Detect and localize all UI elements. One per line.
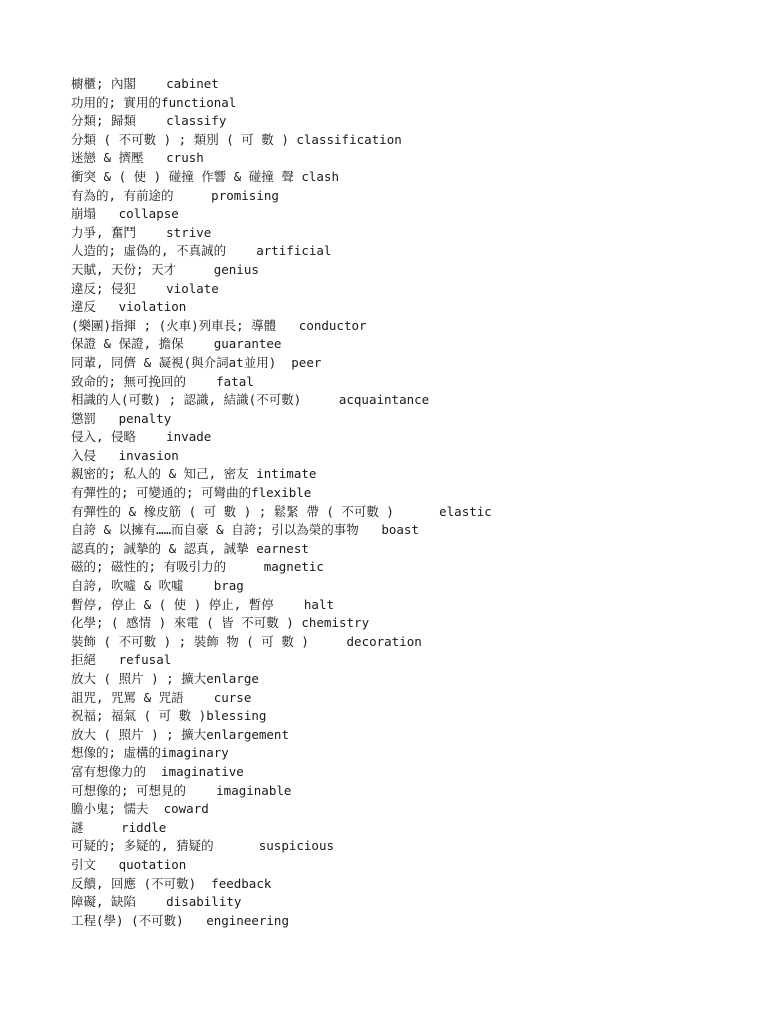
- vocab-entry: 櫥櫃; 內閣 cabinet: [71, 76, 219, 91]
- vocab-entry: 膽小鬼; 懦夫 coward: [71, 801, 209, 817]
- vocab-entry: 引文 quotation: [71, 856, 187, 872]
- vocab-entry: 想像的; 虛構的imaginary: [71, 745, 229, 761]
- vocab-entry: 入侵 invasion: [71, 447, 179, 463]
- vocab-entry: 認真的; 誠摯的 & 認真, 誠摯 earnest: [71, 540, 309, 556]
- vocab-entry: 拒絕 refusal: [71, 652, 172, 668]
- vocab-entry: (樂團)指揮 ; (火車)列車長; 導體 conductor: [71, 317, 367, 333]
- vocab-entry: 有彈性的 & 橡皮筋 ( 可 數 ) ; 鬆緊 帶 ( 不可數 ) elastic: [71, 503, 492, 519]
- vocab-entry: 自誇 & 以擁有……而自豪 & 自誇; 引以為榮的事物 boast: [71, 522, 419, 538]
- vocab-entry: 有彈性的; 可變通的; 可彎曲的flexible: [71, 485, 312, 501]
- vocab-entry: 違反 violation: [71, 299, 187, 315]
- vocab-entry: 有為的, 有前途的 promising: [71, 187, 279, 203]
- vocab-entry: 衝突 & ( 使 ) 碰撞 作響 & 碰撞 聲 clash: [71, 168, 339, 184]
- vocab-entry: 裝飾 ( 不可數 ) ; 裝飾 物 ( 可 數 ) decoration: [71, 633, 422, 649]
- vocab-entry: 詛咒, 咒罵 & 咒語 curse: [71, 689, 252, 705]
- vocab-entry: 人造的; 虛偽的, 不真誠的 artificial: [71, 243, 332, 259]
- vocab-entry: 反饋, 回應 (不可數) feedback: [71, 875, 272, 891]
- vocab-entry: 同輩, 同儕 & 凝視(與介詞at並用) peer: [71, 354, 322, 370]
- vocab-entry: 暫停, 停止 & ( 使 ) 停止, 暫停 halt: [71, 596, 335, 612]
- vocab-entry: 放大 ( 照片 ) ; 擴大enlarge: [71, 671, 259, 686]
- vocab-entry: 致命的; 無可挽回的 fatal: [71, 373, 254, 389]
- vocab-entry: 分類 ( 不可數 ) ; 類別 ( 可 數 ) classification: [71, 131, 402, 147]
- vocab-entry: 天賦, 天份; 天才 genius: [71, 261, 259, 277]
- vocab-entry: 懲罰 penalty: [71, 410, 172, 426]
- vocab-entry: 工程(學) (不可數) engineering: [71, 912, 289, 928]
- vocab-entry: 富有想像力的 imaginative: [71, 763, 244, 779]
- vocab-entry: 違反; 侵犯 violate: [71, 280, 219, 296]
- vocabulary-list: [71, 75, 731, 930]
- vocab-entry: 迷戀 & 擠壓 crush: [71, 150, 204, 166]
- vocab-entry: 侵入, 侵略 invade: [71, 429, 212, 445]
- vocab-entry: 化學; ( 感情 ) 來電 ( 皆 不可數 ) chemistry: [71, 615, 370, 631]
- vocab-entry: 障礙, 缺陷 disability: [71, 894, 242, 910]
- vocab-entry: 功用的; 實用的functional: [71, 94, 237, 110]
- vocab-entry: 磁的; 磁性的; 有吸引力的 magnetic: [71, 559, 324, 575]
- vocab-entry: 親密的; 私人的 & 知己, 密友 intimate: [71, 466, 317, 482]
- vocab-entry: 謎 riddle: [71, 819, 167, 835]
- vocab-entry: 力爭, 奮鬥 strive: [71, 224, 212, 240]
- vocab-entry: 崩塌 collapse: [71, 206, 179, 222]
- vocab-entry: 可疑的; 多疑的, 猜疑的 suspicious: [71, 838, 335, 854]
- vocab-entry: 分類; 歸類 classify: [71, 113, 227, 129]
- vocab-entry: 保證 & 保證, 擔保 guarantee: [71, 336, 282, 352]
- vocab-entry: 相識的人(可數) ; 認識, 結識(不可數) acquaintance: [71, 392, 430, 408]
- vocab-entry: 放大 ( 照片 ) ; 擴大enlargement: [71, 726, 289, 742]
- vocab-entry: 自誇, 吹噓 & 吹噓 brag: [71, 578, 244, 594]
- vocab-entry: 可想像的; 可想見的 imaginable: [71, 782, 292, 798]
- vocab-entry: 祝福; 福氣 ( 可 數 )blessing: [71, 708, 267, 724]
